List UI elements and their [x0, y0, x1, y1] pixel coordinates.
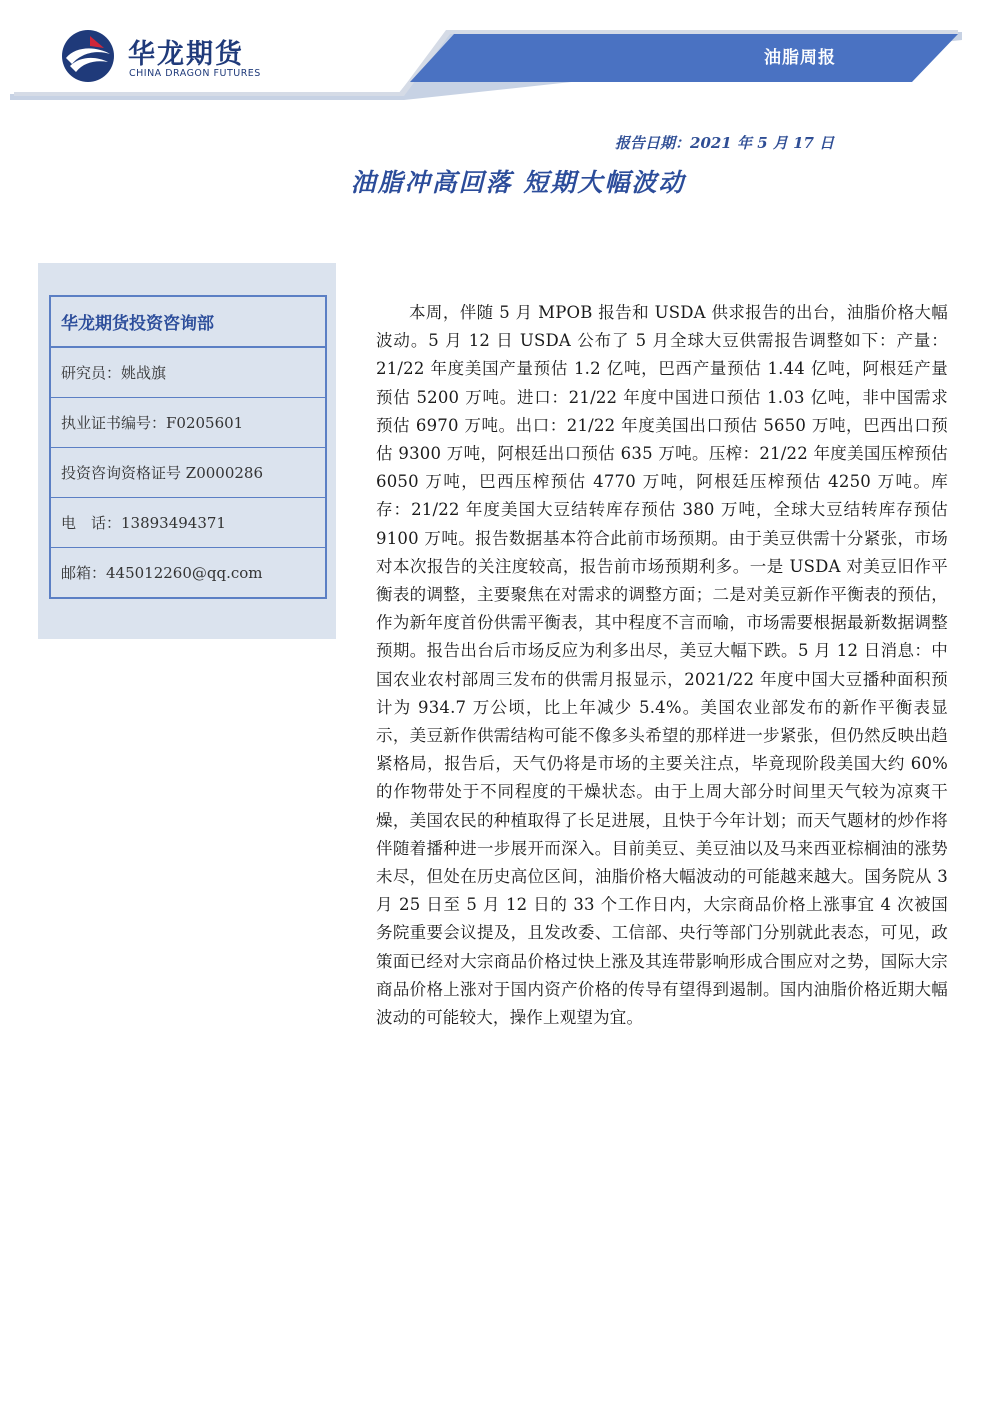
document-title: 油脂冲高回落 短期大幅波动 — [350, 168, 686, 197]
logo-english-name: CHINA DRAGON FUTURES — [129, 68, 261, 79]
banner-fill — [410, 34, 958, 82]
license-number-row: 执业证书编号：F0205601 — [51, 398, 325, 448]
analyst-info-box — [49, 295, 327, 599]
report-date: 报告日期：2021 年 5 月 17 日 — [615, 134, 835, 152]
dragon-logo-icon — [60, 28, 116, 84]
phone-row: 电 话：13893494371 — [51, 498, 325, 548]
report-type-label: 油脂周报 — [764, 48, 836, 68]
email-row: 邮箱：445012260@qq.com — [61, 564, 263, 582]
researcher-row: 研究员：姚战旗 — [51, 348, 325, 398]
body-paragraph: 本周，伴随 5 月 MPOB 报告和 USDA 供求报告的出台，油脂价格大幅波动。5 月 12 日 USDA 公布了 5 月全球大豆供需报告调整如下：产量：21/22 年度美国产量预估 1.2 亿吨，巴西产量预估 1.44 亿吨，阿根廷产量预估 5200 万吨。进口：21/22 年度中国进口预估 1.03 亿吨，非中国需求预估 6970 万吨。出口：21/22 年度美国出口预估 5650 万吨，巴西出口预估 9300 万吨，阿根廷出口预估 635 万吨。压榨：21/22 年度美国压榨预估 6050 万吨，巴西压榨预估 4770 万吨，阿根廷压榨预估 4250 万吨。库存：21/22 年度美国大豆结转库存预估 380 万吨，全球大豆结转库存预估 9100 万吨。报告数据基本符合此前市场预期。由于美豆供需十分紧张，市场对本次报告的关注度较高，报告前市场预期利多。一是 USDA 对美豆旧作平衡表的调整，主要聚焦在对需求的调整方面；二是对美豆新作平衡表的预估，作为新年度首份供需平衡表，其中程度不言而喻，市场需要根据最新数据调整预期。报告出台后市场反应为利多出尽，美豆大幅下跌。5 月 12 日消息：中国农业农村部周三发布的供需月报显示，2021/22 年度中国大豆播种面积预计为 934.7 万公顷，比上年减少 5.4%。美国农业部发布的新作平衡表显示，美豆新作供需结构可能不像多头希望的那样进一步紧张，但仍然反映出趋紧格局，报告后，天气仍将是市场的主要关注点，毕竟现阶段美国大约 60%的作物带处于不同程度的干燥状态。由于上周大部分时间里天气较为凉爽干燥，美国农民的种植取得了长足进展，且快于今年计划；而天气题材的炒作将伴随着播种进一步展开而深入。目前美豆、美豆油以及马来西亚棕榈油的涨势未尽，但处在历史高位区间，油脂价格大幅波动的可能越来越大。国务院从 3 月 25 日至 5 月 12 日的 33 个工作日内，大宗商品价格上涨事宜 4 次被国务院重要会议提及，且发改委、工信部、央行等部门分别就此表态，可见，政策面已经对大宗商品价格过快上涨及其连带影响形成合围应对之势，国际大宗商品价格上涨对于国内资产价格的传导有望得到遏制。国内油脂价格近期大幅波动的可能较大，操作上观望为宜。 — [376, 303, 948, 1028]
department-name: 华龙期货投资咨询部 — [51, 297, 325, 348]
logo-chinese-name: 华龙期货 — [128, 39, 244, 70]
qualification-number-row: 投资咨询资格证号 Z0000286 — [51, 448, 325, 498]
company-logo — [60, 28, 300, 88]
